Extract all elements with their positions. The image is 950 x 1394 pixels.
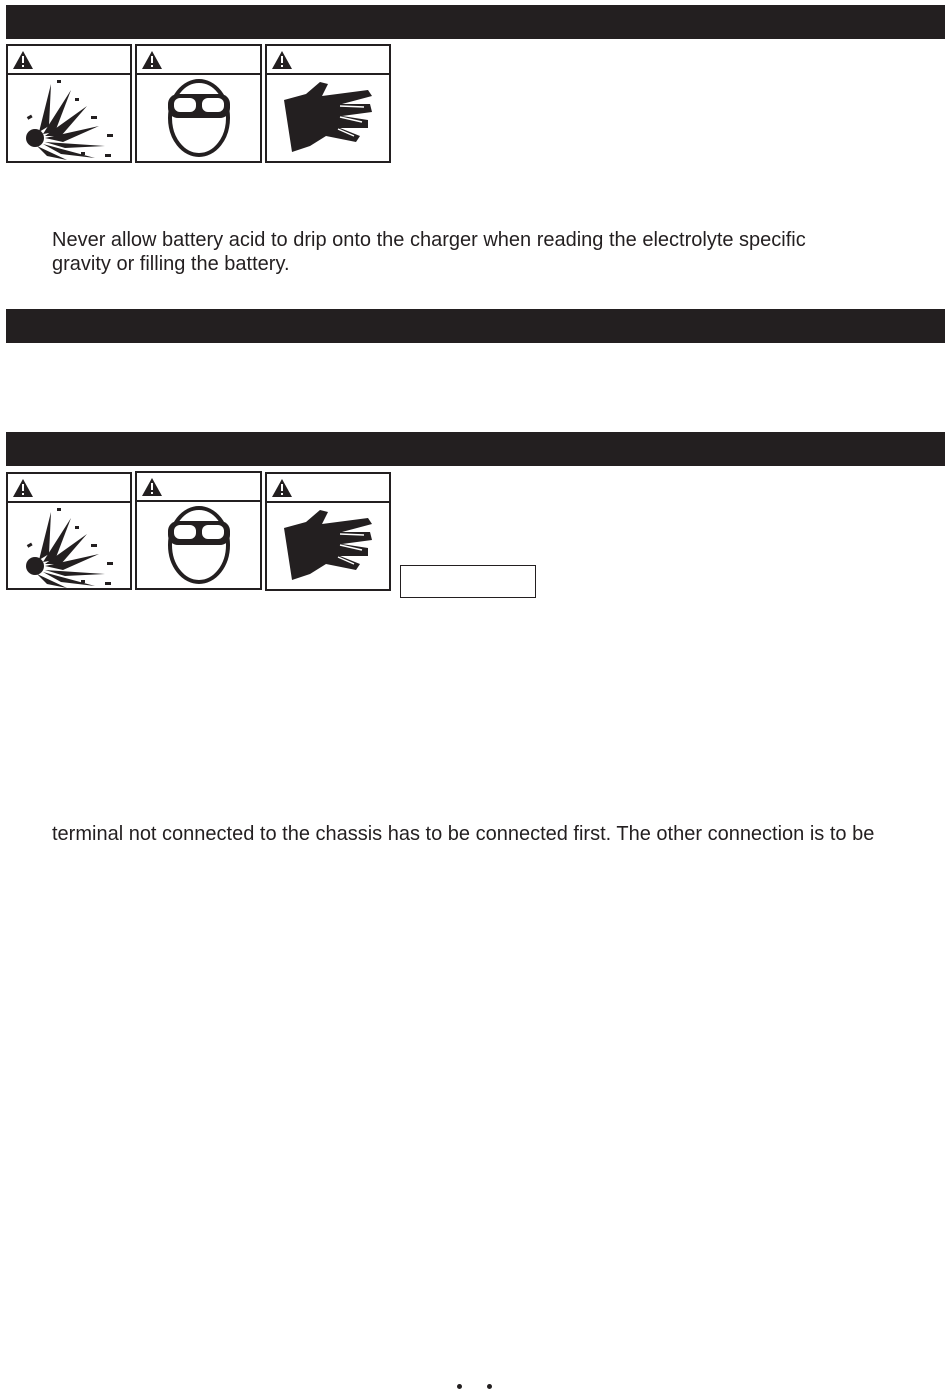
hazard-panel-goggles [135, 44, 262, 163]
connection-instruction-line: terminal not connected to the chassis has to be connected first. The other connection is to be [52, 823, 875, 845]
safety-goggles-icon [166, 78, 232, 158]
warning-triangle-icon [12, 478, 34, 498]
hazard-panel-explosion [6, 472, 132, 590]
warning-triangle-icon [12, 50, 34, 70]
warning-triangle-icon [141, 477, 163, 497]
warning-triangle-icon [271, 50, 293, 70]
acid-warning-line-1: Never allow battery acid to drip onto the charger when reading the electrolyte specific [52, 229, 806, 251]
empty-label-box [400, 565, 536, 598]
protective-glove-icon [280, 508, 376, 584]
explosion-icon [21, 76, 117, 160]
footer-dot [487, 1384, 492, 1389]
section-header-bar [6, 309, 945, 343]
warning-triangle-icon [141, 50, 163, 70]
explosion-icon [21, 504, 117, 588]
footer-dot [457, 1384, 462, 1389]
hazard-panel-glove [265, 44, 391, 163]
section-header-bar [6, 5, 945, 39]
acid-warning-line-2: gravity or filling the battery. [52, 253, 290, 275]
hazard-panel-explosion [6, 44, 132, 163]
hazard-panel-glove [265, 472, 391, 591]
section-header-bar [6, 432, 945, 466]
warning-triangle-icon [271, 478, 293, 498]
protective-glove-icon [280, 80, 376, 156]
safety-goggles-icon [166, 505, 232, 585]
hazard-panel-goggles [135, 471, 262, 590]
